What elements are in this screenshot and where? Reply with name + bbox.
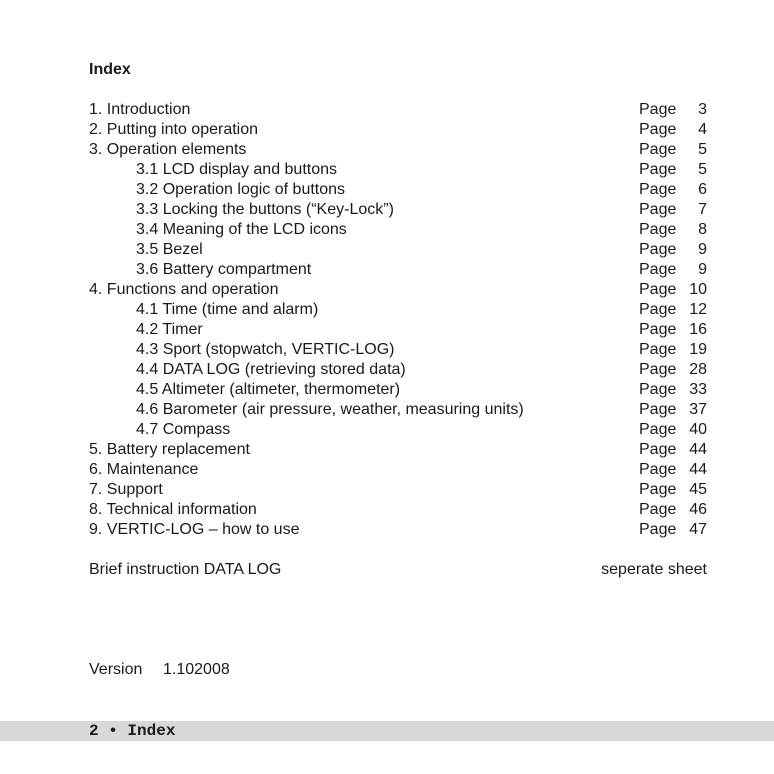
toc-entry: [89, 140, 707, 160]
toc-entry: [89, 480, 707, 500]
toc-page-word: Page: [639, 441, 677, 458]
table-of-contents: [89, 100, 707, 540]
toc-entry-label: 4.6 Barometer (air pressure, weather, measuring units): [136, 401, 524, 418]
brief-instruction-location: seperate sheet: [601, 561, 707, 578]
toc-entry: [89, 180, 707, 200]
toc-entry-label: 7. Support: [89, 481, 163, 498]
toc-page-number: 9: [698, 261, 707, 278]
toc-entry-label: 4.3 Sport (stopwatch, VERTIC-LOG): [136, 341, 395, 358]
toc-entry-label: 4.1 Time (time and alarm): [136, 301, 319, 318]
toc-page-word: Page: [639, 121, 677, 138]
toc-page-word: Page: [639, 181, 677, 198]
toc-page-word: Page: [639, 381, 677, 398]
toc-entry: [89, 340, 707, 360]
brief-instruction-row: [89, 560, 707, 580]
toc-entry-label: 4.4 DATA LOG (retrieving stored data): [136, 361, 406, 378]
toc-entry-label: 3.5 Bezel: [136, 241, 203, 258]
toc-entry: [89, 240, 707, 260]
toc-page-number: 28: [689, 361, 707, 378]
version-number: 1.102008: [163, 661, 230, 678]
toc-entry: [89, 100, 707, 120]
toc-page-word: Page: [639, 481, 677, 498]
toc-entry-label: 4.2 Timer: [136, 321, 203, 338]
toc-page-word: Page: [639, 281, 677, 298]
toc-page-number: 44: [689, 461, 707, 478]
version-label: Version: [89, 661, 143, 678]
toc-entry: [89, 400, 707, 420]
toc-page-number: 8: [698, 221, 707, 238]
toc-page-word: Page: [639, 401, 677, 418]
toc-entry: [89, 520, 707, 540]
toc-page-number: 5: [698, 141, 707, 158]
toc-page-number: 45: [689, 481, 707, 498]
toc-page-number: 9: [698, 241, 707, 258]
toc-page-word: Page: [639, 461, 677, 478]
toc-page-word: Page: [639, 341, 677, 358]
toc-entry: [89, 160, 707, 180]
brief-instruction-label: Brief instruction DATA LOG: [89, 561, 282, 578]
toc-entry-label: 2. Putting into operation: [89, 121, 259, 138]
toc-page-word: Page: [639, 321, 677, 338]
toc-page-number: 12: [689, 301, 707, 318]
toc-page-number: 7: [698, 201, 707, 218]
toc-page-number: 40: [689, 421, 707, 438]
toc-page-word: Page: [639, 161, 677, 178]
toc-entry: [89, 500, 707, 520]
toc-page-number: 44: [689, 441, 707, 458]
toc-page-number: 37: [689, 401, 707, 418]
toc-entry-label: 4.5 Altimeter (altimeter, thermometer): [136, 381, 401, 398]
toc-entry: [89, 260, 707, 280]
toc-page-number: 16: [689, 321, 707, 338]
toc-entry: [89, 380, 707, 400]
page-title: Index: [89, 61, 131, 78]
toc-page-number: 10: [689, 281, 707, 298]
toc-entry-label: 5. Battery replacement: [89, 441, 250, 458]
toc-entry-label: 6. Maintenance: [89, 461, 199, 478]
toc-page-word: Page: [639, 301, 677, 318]
toc-page-word: Page: [639, 201, 677, 218]
toc-entry-label: 8. Technical information: [89, 501, 257, 518]
toc-page-word: Page: [639, 501, 677, 518]
toc-entry-label: 4. Functions and operation: [89, 281, 279, 298]
toc-entry: [89, 300, 707, 320]
toc-entry: [89, 440, 707, 460]
footer-page-label: 2 • Index: [89, 722, 176, 740]
toc-page-word: Page: [639, 521, 677, 538]
toc-entry: [89, 420, 707, 440]
toc-entry: [89, 220, 707, 240]
toc-page-number: 47: [689, 521, 707, 538]
toc-page-word: Page: [639, 261, 677, 278]
toc-entry-label: 9. VERTIC-LOG – how to use: [89, 521, 300, 538]
toc-page-number: 6: [698, 181, 707, 198]
toc-page-word: Page: [639, 101, 677, 118]
toc-page-number: 46: [689, 501, 707, 518]
toc-entry-label: 3. Operation elements: [89, 141, 247, 158]
toc-page-word: Page: [639, 221, 677, 238]
toc-entry: [89, 320, 707, 340]
toc-page-number: 19: [689, 341, 707, 358]
toc-entry-label: 3.1 LCD display and buttons: [136, 161, 338, 178]
toc-page-word: Page: [639, 361, 677, 378]
toc-page-word: Page: [639, 421, 677, 438]
toc-page-number: 4: [698, 121, 707, 138]
toc-entry: [89, 360, 707, 380]
page-footer: [0, 721, 774, 741]
toc-entry: [89, 200, 707, 220]
toc-page-number: 5: [698, 161, 707, 178]
toc-entry-label: 3.2 Operation logic of buttons: [136, 181, 346, 198]
toc-entry: [89, 280, 707, 300]
toc-page-word: Page: [639, 241, 677, 258]
toc-entry: [89, 460, 707, 480]
toc-page-number: 3: [698, 101, 707, 118]
toc-entry-label: 3.6 Battery compartment: [136, 261, 312, 278]
toc-page-word: Page: [639, 141, 677, 158]
toc-entry-label: 4.7 Compass: [136, 421, 231, 438]
toc-entry: [89, 120, 707, 140]
toc-entry-label: 1. Introduction: [89, 101, 191, 118]
toc-entry-label: 3.3 Locking the buttons (“Key-Lock”): [136, 201, 394, 218]
toc-page-number: 33: [689, 381, 707, 398]
toc-entry-label: 3.4 Meaning of the LCD icons: [136, 221, 347, 238]
